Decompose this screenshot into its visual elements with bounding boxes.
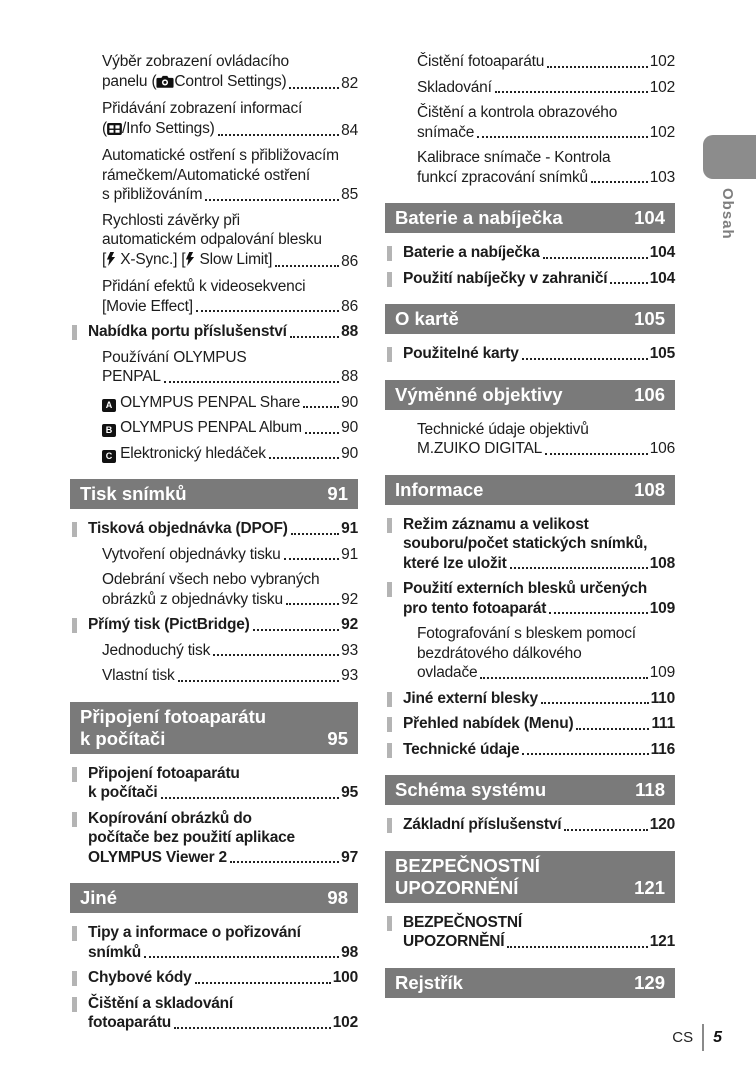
toc-entry-text: A OLYMPUS PENPAL Share <box>102 393 300 413</box>
footer-language-label: CS <box>672 1029 694 1046</box>
toc-entry <box>385 515 675 574</box>
section-header-label: Připojení fotoaparátu k počítači <box>80 705 267 749</box>
dotted-leader <box>195 980 331 984</box>
toc-entry-line: souboru/počet statických snímků, <box>403 535 648 552</box>
dotted-leader <box>253 627 340 631</box>
toc-entry-line: Výběr zobrazení ovládacího <box>102 53 289 70</box>
section-header-label: Rejstřík <box>395 971 463 993</box>
toc-entry <box>70 641 358 661</box>
toc-entry <box>70 994 358 1033</box>
toc-entry-line <box>102 185 358 205</box>
toc-entry-line: Režim záznamu a velikost <box>403 515 589 533</box>
electronic-viewfinder-icon: C <box>102 450 116 463</box>
toc-page-number: 102 <box>649 53 675 70</box>
footer-divider <box>702 1024 704 1051</box>
toc-entry-line: Přidávání zobrazení informací <box>102 100 303 117</box>
flash-icon <box>106 252 116 272</box>
toc-entry-line <box>417 168 675 188</box>
toc-section-header <box>385 304 675 334</box>
section-header-page-number: 105 <box>634 308 665 329</box>
toc-entry-line <box>88 1013 358 1033</box>
toc-entry-text: panelu ( Control Settings) <box>102 72 286 94</box>
dotted-leader <box>290 334 339 338</box>
toc-page-number: 102 <box>649 78 675 96</box>
toc-page-number: 88 <box>341 368 358 385</box>
dotted-leader <box>196 308 339 312</box>
toc-entry-text: C Elektronický hledáček <box>102 444 266 464</box>
toc-entry <box>70 570 358 609</box>
footer-page-number: 5 <box>713 1028 722 1046</box>
toc-page-number: 116 <box>650 740 675 758</box>
toc-entry-text: Použití nabíječky v zahraničí <box>403 269 608 287</box>
toc-entry-line <box>417 52 675 72</box>
dotted-leader <box>545 451 648 455</box>
toc-page-number: 93 <box>341 667 358 684</box>
toc-page-number: 104 <box>649 269 675 287</box>
toc-entry-text: OLYMPUS Viewer 2 <box>88 848 227 866</box>
toc-entry-line <box>403 689 675 709</box>
toc-entry-line <box>403 599 675 619</box>
toc-entry-line <box>403 554 675 574</box>
toc-page-number: 121 <box>649 933 675 950</box>
toc-entry-text: pro tento fotoaparát <box>403 599 547 617</box>
toc-entry-line <box>403 344 675 364</box>
toc-page-number: 106 <box>649 440 675 457</box>
toc-page-number: 85 <box>341 186 358 203</box>
toc-page-number: 84 <box>341 121 358 139</box>
toc-entry-line: Rychlosti závěrky při <box>102 211 240 229</box>
toc-entry-text: PENPAL <box>102 368 161 385</box>
toc-entry <box>385 740 675 760</box>
toc-entry-text: které lze uložit <box>403 554 507 572</box>
section-header-page-number: 95 <box>327 727 348 749</box>
section-header-page-number: 118 <box>635 779 665 800</box>
toc-entry <box>70 348 358 387</box>
toc-page-number: 104 <box>649 244 675 261</box>
toc-entry <box>385 148 675 187</box>
toc-entry <box>70 52 358 93</box>
toc-entry-text: ( /Info Settings) <box>102 119 215 141</box>
chapter-side-tab <box>703 135 756 179</box>
toc-entry-line <box>403 815 675 835</box>
toc-entry-line: Automatické ostření s přibližovacím <box>102 147 339 164</box>
toc-entry-line <box>102 641 358 661</box>
toc-entry <box>70 393 358 413</box>
toc-entry-line <box>102 666 358 686</box>
toc-entry-text: snímků <box>88 943 142 961</box>
toc-entry-text: snímače <box>417 123 475 141</box>
dotted-leader <box>543 255 648 259</box>
dotted-leader <box>305 430 339 434</box>
toc-page-number: 102 <box>649 123 675 141</box>
dotted-leader <box>205 197 339 201</box>
toc-entry-text: Baterie a nabíječka <box>403 244 540 261</box>
info-grid-icon <box>107 121 122 141</box>
toc-section-header <box>385 380 675 410</box>
toc-entry-line: Používání OLYMPUS <box>102 348 247 366</box>
toc-page-number: 110 <box>650 689 675 707</box>
toc-section-header <box>385 851 675 903</box>
toc-entry-line <box>88 322 358 342</box>
dotted-leader <box>213 652 339 656</box>
toc-page-number: 88 <box>341 323 358 340</box>
dotted-leader <box>541 700 649 704</box>
toc-entry-line <box>88 968 358 988</box>
toc-entry-line: Použití externích blesků určených <box>403 580 648 597</box>
toc-entry <box>70 809 358 868</box>
toc-entry <box>70 545 358 565</box>
toc-entry-line: Kalibrace snímače - Kontrola <box>417 149 611 166</box>
dotted-leader <box>291 531 339 535</box>
toc-page-number: 97 <box>341 848 358 866</box>
toc-entry <box>70 146 358 205</box>
toc-entry <box>70 211 358 272</box>
toc-page-number: 91 <box>341 520 358 537</box>
toc-entry-line: Tipy a informace o pořizování <box>88 924 301 941</box>
toc-section-header <box>385 968 675 998</box>
toc-section-header <box>385 475 675 505</box>
toc-left-column <box>70 52 358 1039</box>
toc-section-header <box>70 479 358 509</box>
dotted-leader <box>591 179 648 183</box>
toc-entry-line: Čištění a kontrola obrazového <box>417 104 618 121</box>
toc-entry-line <box>403 269 675 289</box>
section-header-page-number: 108 <box>634 478 665 500</box>
toc-entry <box>70 418 358 438</box>
toc-entry-line <box>102 418 358 438</box>
toc-entry <box>385 420 675 459</box>
toc-entry-line: rámečkem/Automatické ostření <box>102 166 311 184</box>
dotted-leader <box>284 556 340 560</box>
toc-page-number: 98 <box>341 943 358 961</box>
toc-entry <box>385 78 675 98</box>
section-header-label: Tisk snímků <box>80 483 187 504</box>
toc-page-number: 95 <box>341 784 358 801</box>
toc-entry <box>70 322 358 342</box>
dotted-leader <box>522 751 648 755</box>
toc-entry-line: bezdrátového dálkového <box>417 644 582 662</box>
toc-entry-text: UPOZORNĚNÍ <box>403 933 505 950</box>
dotted-leader <box>144 954 339 958</box>
toc-entry-line <box>88 519 358 539</box>
toc-page-number: 90 <box>341 419 358 436</box>
toc-entry <box>385 714 675 734</box>
toc-entry <box>385 52 675 72</box>
section-header-label: Jiné <box>80 887 118 908</box>
toc-entry-text: Skladování <box>417 78 492 96</box>
toc-entry <box>385 269 675 289</box>
toc-entry-text: Chybové kódy <box>88 969 192 986</box>
toc-entry-text: obrázků z objednávky tisku <box>102 590 283 608</box>
dotted-leader <box>510 565 648 569</box>
toc-entry-text: Vytvoření objednávky tisku <box>102 545 281 563</box>
toc-entry-line <box>88 615 358 635</box>
toc-section-header <box>70 702 358 754</box>
toc-page-number: 92 <box>341 590 358 608</box>
toc-entry-line: Fotografování s bleskem pomocí <box>417 625 636 642</box>
section-header-label: Schéma systému <box>395 779 547 800</box>
section-header-page-number: 121 <box>634 876 665 898</box>
toc-page-number: 86 <box>341 297 358 315</box>
dotted-leader <box>178 678 340 682</box>
toc-entry-line <box>88 943 358 963</box>
section-header-label: BEZPEČNOSTNÍ UPOZORNĚNÍ <box>395 854 540 898</box>
toc-page-number: 90 <box>341 393 358 411</box>
toc-entry-line: automatickém odpalování blesku <box>102 231 322 248</box>
dotted-leader <box>164 379 339 383</box>
toc-entry-text: ovladače <box>417 664 478 681</box>
toc-entry-text: Technické údaje <box>403 740 520 758</box>
toc-entry-text: [ X-Sync.] [ Slow Limit] <box>102 250 272 272</box>
toc-entry-line <box>417 663 675 683</box>
toc-entry-line: počítače bez použití aplikace <box>88 829 295 846</box>
page-footer <box>672 1024 722 1051</box>
section-header-label: O kartě <box>395 308 459 329</box>
dotted-leader <box>495 89 648 93</box>
toc-entry <box>70 444 358 464</box>
dotted-leader <box>275 263 339 267</box>
toc-entry <box>385 815 675 835</box>
toc-entry-line <box>102 72 358 94</box>
toc-entry-line <box>403 243 675 263</box>
camera-icon <box>156 74 174 94</box>
toc-entry-line <box>417 78 675 98</box>
toc-page-number: 120 <box>649 816 675 833</box>
dotted-leader <box>230 859 339 863</box>
section-header-page-number: 91 <box>327 483 348 504</box>
toc-entry-line: BEZPEČNOSTNÍ <box>403 913 523 931</box>
toc-entry <box>70 519 358 539</box>
penpal-album-icon: B <box>102 424 116 437</box>
dotted-leader <box>480 675 647 679</box>
section-header-page-number: 98 <box>327 887 348 908</box>
toc-entry-line <box>403 714 675 734</box>
toc-entry-line <box>403 740 675 760</box>
toc-entry-text: Jiné externí blesky <box>403 689 538 707</box>
section-header-label: Výměnné objektivy <box>395 383 563 405</box>
toc-entry <box>385 579 675 618</box>
toc-entry-line: Čištění a skladování <box>88 994 234 1012</box>
side-tab-label: Obsah <box>719 188 736 240</box>
toc-entry <box>70 968 358 988</box>
dotted-leader <box>161 795 340 799</box>
toc-page-number: 105 <box>649 345 675 362</box>
dotted-leader <box>477 134 648 138</box>
toc-entry <box>70 277 358 316</box>
section-header-page-number: 129 <box>634 971 665 993</box>
dotted-leader <box>286 601 339 605</box>
toc-entry-line: Připojení fotoaparátu <box>88 764 240 782</box>
toc-page-number: 108 <box>649 554 675 572</box>
toc-page-number: 90 <box>341 444 358 462</box>
toc-entry-line <box>102 393 358 413</box>
toc-entry <box>70 764 358 803</box>
toc-entry-text: k počítači <box>88 784 158 801</box>
toc-entry <box>385 344 675 364</box>
toc-entry-line <box>88 783 358 803</box>
section-header-label: Baterie a nabíječka <box>395 207 563 228</box>
toc-page-number: 82 <box>341 74 358 92</box>
toc-entry <box>70 615 358 635</box>
toc-entry <box>385 689 675 709</box>
toc-entry-line: Odebrání všech nebo vybraných <box>102 571 320 588</box>
toc-entry-text: [Movie Effect] <box>102 297 193 315</box>
toc-right-column <box>385 52 675 1008</box>
toc-section-header <box>385 775 675 805</box>
toc-entry-line <box>102 590 358 610</box>
toc-entry-text: Tisková objednávka (DPOF) <box>88 520 288 537</box>
toc-page-number: 111 <box>651 715 675 732</box>
toc-entry-line <box>102 119 358 141</box>
dotted-leader <box>547 64 648 68</box>
toc-entry-line <box>102 367 358 387</box>
toc-page-number: 109 <box>649 664 675 681</box>
penpal-share-icon: A <box>102 399 116 412</box>
toc-entry-text: Vlastní tisk <box>102 667 175 684</box>
dotted-leader <box>289 85 339 89</box>
toc-entry <box>70 666 358 686</box>
toc-page-number: 91 <box>341 545 358 563</box>
toc-entry-text: B OLYMPUS PENPAL Album <box>102 418 302 438</box>
toc-entry-text: Základní příslušenství <box>403 816 562 833</box>
dotted-leader <box>564 827 647 831</box>
section-header-label: Informace <box>395 478 484 500</box>
dotted-leader <box>549 610 647 614</box>
toc-page-number: 100 <box>332 969 358 986</box>
toc-entry-line <box>417 439 675 459</box>
toc-entry-text: M.ZUIKO DIGITAL <box>417 440 543 457</box>
toc-page-number: 109 <box>649 599 675 617</box>
dotted-leader <box>269 455 339 459</box>
toc-entry <box>385 913 675 952</box>
dotted-leader <box>174 1025 331 1029</box>
toc-section-header <box>70 883 358 913</box>
toc-entry-line <box>403 932 675 952</box>
toc-section-header <box>385 203 675 233</box>
toc-entry-line <box>102 250 358 272</box>
toc-entry-line <box>102 545 358 565</box>
toc-page-number: 102 <box>332 1014 358 1031</box>
section-header-page-number: 106 <box>634 383 665 405</box>
toc-entry-text: s přibližováním <box>102 186 203 203</box>
toc-entry-text: fotoaparátu <box>88 1014 172 1031</box>
dotted-leader <box>610 280 647 284</box>
toc-entry-text: Přehled nabídek (Menu) <box>403 715 574 732</box>
dotted-leader <box>303 404 339 408</box>
flash-icon <box>185 252 195 272</box>
toc-entry-line <box>88 848 358 868</box>
toc-page-number: 92 <box>341 616 358 633</box>
toc-entry <box>70 923 358 962</box>
toc-entry <box>385 243 675 263</box>
dotted-leader <box>576 726 649 730</box>
toc-page-number: 86 <box>341 252 358 270</box>
toc-entry-line <box>102 297 358 317</box>
toc-entry <box>70 99 358 140</box>
toc-entry-line: Kopírování obrázků do <box>88 809 252 827</box>
toc-page-number: 93 <box>341 641 358 659</box>
section-header-page-number: 104 <box>634 207 665 228</box>
toc-entry-text: Čistění fotoaparátu <box>417 53 545 70</box>
dotted-leader <box>522 356 648 360</box>
toc-entry <box>385 103 675 142</box>
toc-entry-text: Použitelné karty <box>403 345 519 362</box>
toc-entry-line: Přidání efektů k videosekvenci <box>102 278 306 295</box>
toc-page-number: 103 <box>649 168 675 186</box>
toc-entry <box>385 624 675 683</box>
toc-entry-text: funkcí zpracování snímků <box>417 168 588 186</box>
toc-entry-text: Nabídka portu příslušenství <box>88 323 287 340</box>
toc-entry-line <box>102 444 358 464</box>
dotted-leader <box>218 132 340 136</box>
toc-entry-text: Jednoduchý tisk <box>102 641 211 659</box>
toc-entry-text: Přímý tisk (PictBridge) <box>88 616 250 633</box>
toc-entry-line <box>417 123 675 143</box>
toc-entry-line: Technické údaje objektivů <box>417 420 589 438</box>
dotted-leader <box>507 944 647 948</box>
